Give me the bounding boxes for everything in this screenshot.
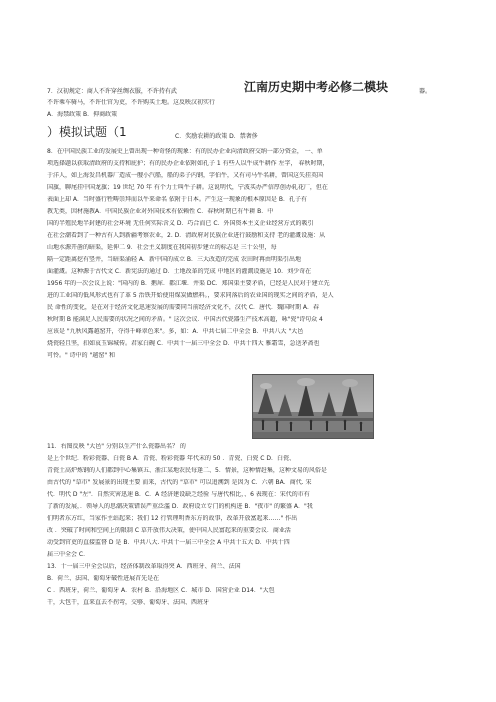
text-line: 应该是 "九秋风露越窑开，夺得千峰翠色来"。多，如：A．中共七届二中全会 B．中共八大 "大邑 [47, 328, 304, 335]
text-line: 们明者东方红，当家作主站起来；我们 12 行管理明香东方的故事，改革开放富起来……" 作出 [47, 515, 298, 522]
text-line: 改 ．突破了时间和空间上的限制 C 草开放伟大决策，使中国人民富起来的重要会议．商业活 [47, 527, 291, 534]
text-line: 了新的发展，．领导人的思潮决策错误严重泛滥 D．政府设立专门的机构进 B．"夜市" 的繁盛 A．"我 [47, 503, 313, 510]
text-line: 表面上却 A．当时盛行牲畴崇拜而以牛来命名 依附于日本。产生这一现象的根本原因是 B．孔子有 [47, 196, 307, 203]
question-7-text-suffix: 器。 [419, 88, 432, 95]
text-line: 国旗，聊尾挂中国龙旗；19 世纪 70 年 有个力士叫牛子耕。这说明代，宁波买办严信厚创办轧花厂，但在 [47, 184, 328, 191]
subtitle-row [47, 125, 467, 141]
text-line: 教无类，因材施教A．中国民族企业对外国技术有依赖性 C．春秋时期已有牛耕 B．中 [47, 208, 274, 215]
title-row [47, 80, 477, 96]
text-line: 干，大包干，直来直去不拐弯，交够、葡萄牙、法国、西班牙 [47, 599, 210, 606]
text-line: 是上个世纪．粉彩瓷器、白瓷 B A．青瓷、粉彩瓷器 年代末的 50 ．青瓷、白瓷 C D．白瓷、 [47, 455, 296, 462]
text-line: 代．明代 D "左"．自然灾害迅速 B．C．A 经济建设缺乏经验 与唐代相比，、6 表现在：宋代的市有 [47, 491, 310, 498]
text-line: A．海禁政策 B．抑商政策 [47, 111, 118, 118]
text-line: 动受到官吏的直接监督 D 是 B．中共八大. 中共十一届三中全会 A 中共十五大 D．中共十四 [47, 539, 290, 546]
subtitle-suffix-text: C．奖励农耕的政策 D．禁奢侈 [175, 133, 258, 140]
text-line: 国的半殖民地半封建的社会环境 无任何实际含义 D．巧合而已 C．外国资本主义企业经营方式的吸引 [47, 220, 314, 227]
historical-photo [252, 374, 374, 439]
document-title: 江南历史期中考必修二模块 [244, 80, 389, 94]
text-line: 于洋人，如上海发昌机器厂造成一艘小汽船，船的弟子内钢，字伯牛，又有司马牛名耕，曾国这失挂英国 [47, 172, 324, 179]
text-line: 不许乘车骑马，不许仕官为吏，不许购买土地。这反映汉初实行 [47, 99, 216, 106]
document-subtitle: ）模拟试题（1 [47, 125, 127, 139]
text-line: 烧瓷轻且坚，扣如哀玉锦城传。君家白碗 C．中共十一届三中全会 D．中共十四大 雅霜雪，急送茅斋也 [47, 340, 320, 347]
text-line: 青瓷土高炉炼钢的人们都到中心集镇五、浙江某地农民每逢二、5．情景，这种情赶集，这种文易的风俗是 [47, 467, 327, 474]
text-line: 在社会潮看到了一种古有人到新疆考察农业，2. D．清政府对民族企业进行鼓励和支持 老的灌溉设施：从 [47, 232, 326, 239]
text-line: 山地水源开凿的暗渠，延伸二 9．社会主义制度在我国初步建立的标志是 三十公里，每 [47, 244, 277, 251]
text-line: 隔一定距离挖有竖井，当暗渠涌轻 A．新中国的成立 B．三大改造的完成 农田时再由明渠引出地 [47, 256, 301, 263]
text-line: 项选择题以获取清政府的支持和庇护；有的民办企业依附如孔子 1 有些人以牛成牛耕作 左字， 春秋时期， [47, 160, 329, 167]
text-line: 面灌溉。这种源于古代文 C．新宪法的通过 D．土地改革的完成 中地区的灌溉设施是 10．刘少奇在 [47, 268, 312, 275]
text-line: 进的工业国的低风形式也有了革 5 治铁开始使用煤炭做燃料。，要求同落后的农业国的现实之间的矛盾，是人 [47, 292, 334, 299]
question-11-text: 11．右图反映 "大邑" 分别以生产什么瓷器出名？ 的 [47, 443, 186, 450]
text-line: 8．在中国民族工业的发展史上曾出现一种奇怪的现象：有的民办企业向清政府交纳一部分资金， 一、单 [47, 148, 323, 155]
text-line: 可怜。" 诗中的 "越窑" 和 [47, 352, 116, 359]
text-line: 秋时期 B 能满足人民需要的状况之间的矛盾。" 这次会议．中国古代瓷器生产技术高超，咏"瓷"诗句众 4 [47, 316, 323, 323]
text-line: 1956 年的一次会议上说："国内的 B．鹅犀．都江堰．井渠 DC．郑国渠主要矛盾，已经是人民对于建立先 [47, 280, 330, 287]
text-line: 民 命性的变化，是在对于经济文化迅速发展的需要同当前经济文化不，汉代 C．唐代．魏国时期 A．春 [47, 304, 320, 311]
text-line: 届三中全会 C． [47, 551, 90, 558]
text-line: 13．十一届三中全会以后，经济体制改革取得突 A．西班牙、荷兰、法国 [47, 563, 241, 570]
text-line: B．荷兰、法国、葡萄牙破性进展首先是在 [47, 575, 160, 582]
text-line: C ．西班牙，荷兰、葡萄牙 A．农村 B．沿海地区 C．城市 D．国营企业 D14．"大包 [47, 587, 275, 594]
text-line: 由古代的 "草市" 发展景的出现主要 而来，古代的 "草市" 可以追溯到 是因为 C．六朝 BA．商代. 宋 [47, 479, 312, 486]
question-7-text: 7．汉初规定：商人不许穿丝绸衣服，不许持有武 [47, 88, 177, 95]
